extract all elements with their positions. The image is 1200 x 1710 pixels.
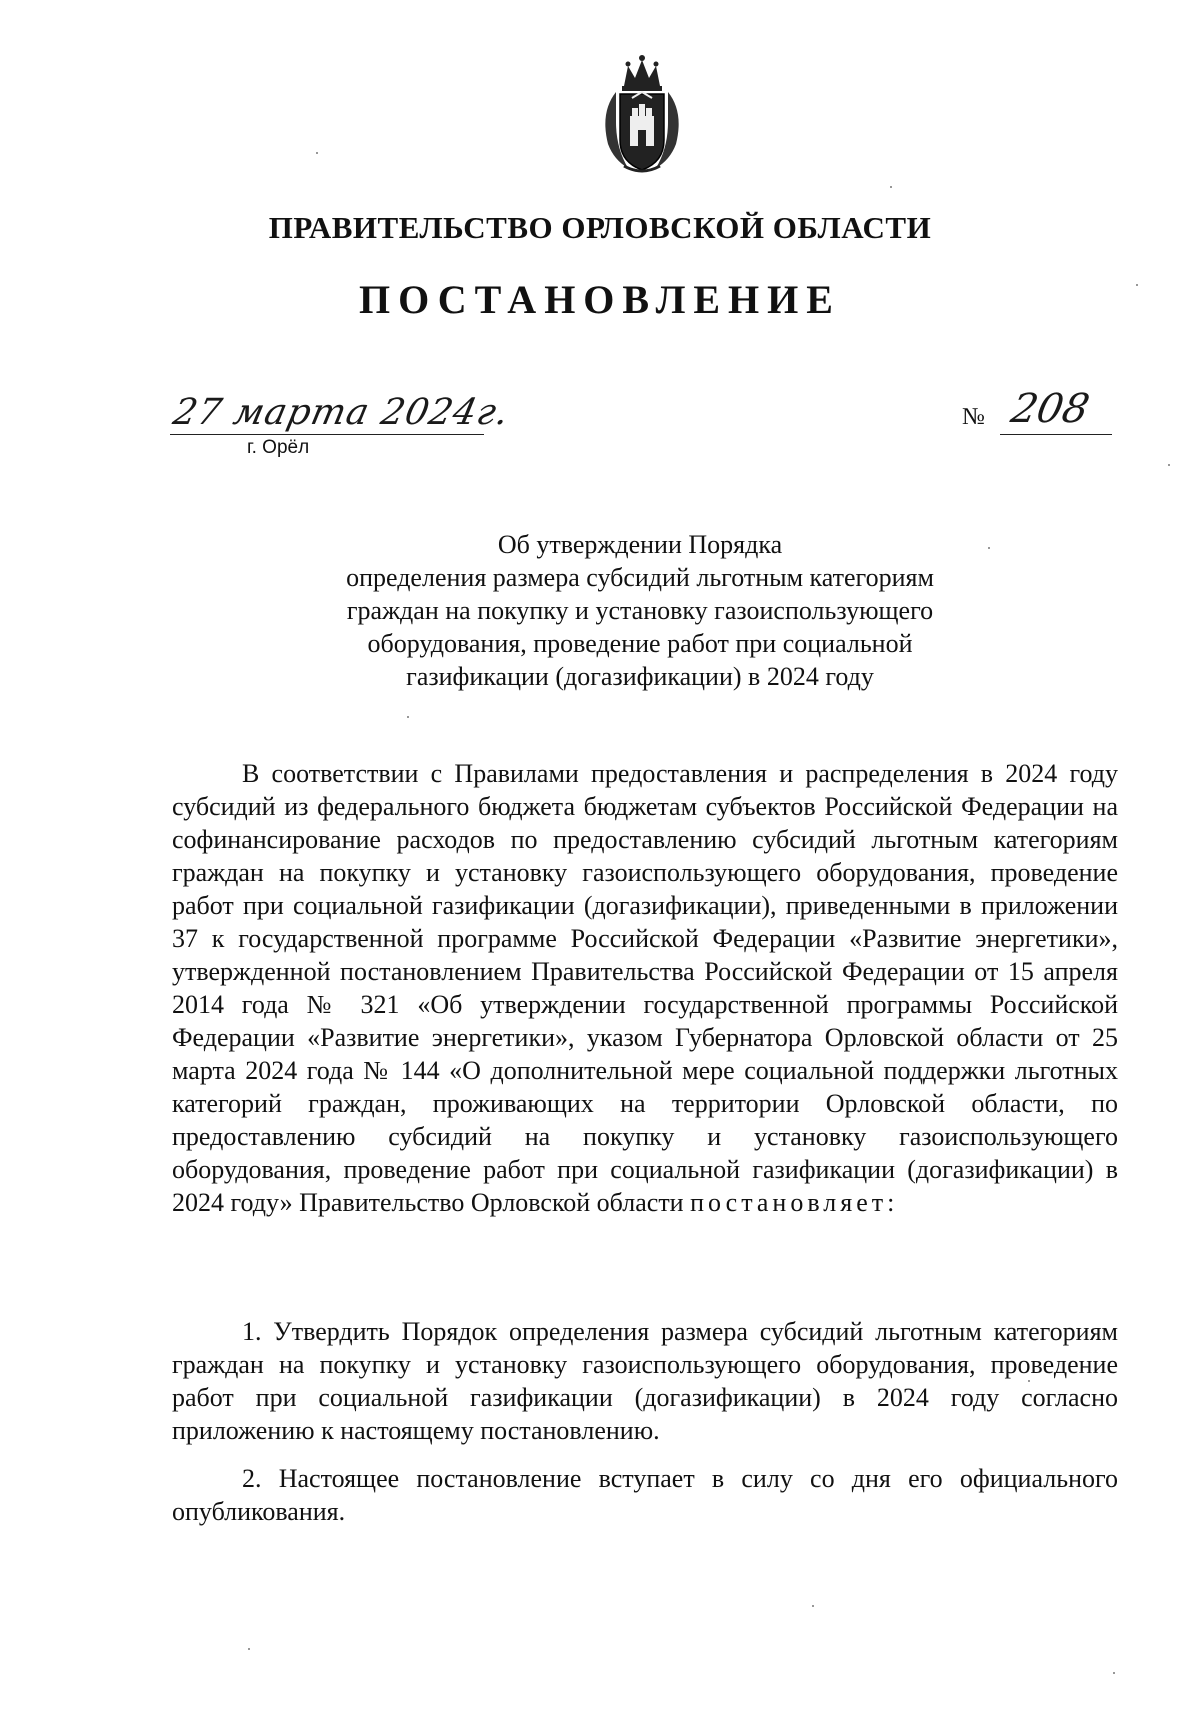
- scan-speck: [316, 152, 318, 154]
- scan-speck: [1136, 284, 1138, 286]
- item-1-paragraph: 1. Утвердить Порядок определения размера субсидий льготным категориям граждан на покупку и установку газоиспользующего оборудования, проведение работ при социальной газификации (догазификации) в 2024 году согласно приложению к настоящему постановлению.: [172, 1317, 1118, 1445]
- title-line: определения размера субсидий льготным категориям: [346, 563, 934, 592]
- scan-speck: [988, 547, 990, 549]
- title-line: Об утверждении Порядка: [497, 530, 783, 559]
- city-label: г. Орёл: [247, 437, 310, 458]
- scan-speck: [1028, 1380, 1030, 1382]
- item-2-paragraph: 2. Настоящее постановление вступает в силу со дня его официального опубликования.: [172, 1464, 1118, 1526]
- title-line: оборудования, проведение работ при социальной: [367, 629, 913, 658]
- coat-of-arms-icon: [594, 52, 690, 176]
- scan-speck: [1113, 1672, 1115, 1674]
- scan-speck: [248, 1648, 250, 1650]
- scan-speck: [890, 186, 892, 188]
- document-type-heading: ПОСТАНОВЛЕНИЕ: [359, 277, 841, 322]
- handwritten-number: 208: [1007, 386, 1094, 432]
- preamble-paragraph: [172, 757, 1118, 1219]
- scan-speck: [407, 716, 409, 718]
- scan-speck: [812, 1605, 814, 1607]
- title-line: граждан на покупку и установку газоиспользующего: [346, 596, 934, 625]
- decree-word: постановляет:: [690, 1188, 899, 1217]
- number-label: №: [962, 404, 985, 430]
- title-line: газификации (догазификации) в 2024 году: [406, 662, 874, 691]
- scan-speck: [1168, 464, 1170, 466]
- preamble-text: В соответствии с Правилами предоставления и распределения в 2024 году субсидий из федерального бюджета бюджетам субъектов Российской Федерации на софинансирование расходов по предоставлению субсидий льготным категориям граждан на покупку и установку газоиспользующего оборудования, проведение работ при социальной газификации (догазификации), приведенными в приложении 37 к государственной программе Российской Федерации «Развитие энергетики», утвержденной постановлением Правительства Российской Федерации от 15 апреля 2014 года № 321 «Об утверждении государственной программы Российской Федерации «Развитие энергетики», указом Губернатора Орловской области от 25 марта 2024 года № 144 «О дополнительной мере социальной поддержки льготных категорий граждан, проживающих на территории Орловской области, по предоставлению субсидий на покупку и установку газоиспользующего оборудования, проведение работ при социальной газификации (догазификации) в 2024 году» Правительство Орловской области: [172, 759, 1118, 1217]
- document-title: [250, 528, 1030, 693]
- handwritten-date: 27 марта 2024г.: [169, 392, 514, 433]
- organization-heading: ПРАВИТЕЛЬСТВО ОРЛОВСКОЙ ОБЛАСТИ: [268, 210, 932, 245]
